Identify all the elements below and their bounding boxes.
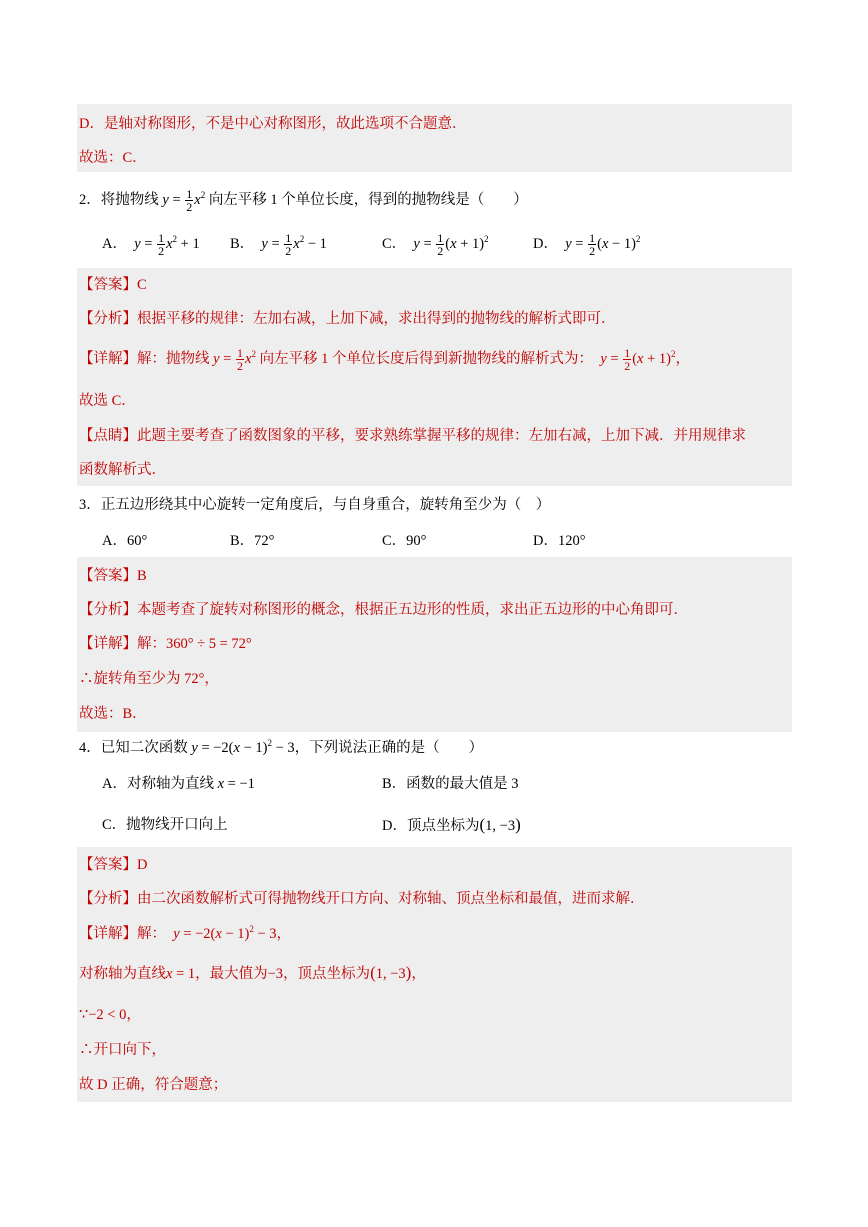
- solution-block-q2: [77, 268, 792, 486]
- q4-answer: 【答案】D: [79, 857, 148, 873]
- q2-choose: 故选 C．: [79, 393, 136, 409]
- q3-option-a[interactable]: A．60°: [102, 533, 148, 549]
- q2-comment-line2: 函数解析式．: [79, 462, 166, 478]
- q3-choose: 故选：B．: [79, 706, 147, 722]
- q4-option-c[interactable]: C．抛物线开口向上: [102, 817, 228, 833]
- q2-option-d[interactable]: D． y = $\frac{1}{2}$ $(x - 1)^2$: [533, 231, 641, 259]
- q2-option-a[interactable]: A． y = $\frac{1}{2}$ $x^2 + 1$: [102, 231, 200, 259]
- q4-option-b[interactable]: B．函数的最大值是 3: [382, 776, 519, 792]
- q3-option-c[interactable]: C．90°: [382, 533, 427, 549]
- q4-detail: 【详解】解： $y = -2(x - 1)^2 - 3$，: [79, 924, 292, 942]
- q2-option-c[interactable]: C． y = $\frac{1}{2}$ $(x + 1)^2$: [382, 231, 489, 259]
- q2-comment-line1: 【点睛】此题主要考查了函数图象的平移，要求熟练掌握平移的规律：左加右减，上加下减．并用规律求: [79, 428, 746, 444]
- q4-detail-line4: ∴开口向下，: [79, 1042, 166, 1058]
- q4-option-a[interactable]: A．对称轴为直线 x = −1: [102, 776, 255, 792]
- q3-analysis: 【分析】本题考查了旋转对称图形的概念，根据正五边形的性质，求出正五边形的中心角即可．: [79, 602, 688, 618]
- q4-detail-line5: 故 D 正确，符合题意；: [79, 1077, 228, 1093]
- q4-detail-line2: 对称轴为直线x = 1，最大值为−3，顶点坐标为(1, −3)，: [79, 963, 426, 982]
- q2-option-b[interactable]: B． y = $\frac{1}{2}$ $x^2 - 1$: [230, 231, 327, 259]
- q1-choose: 故选：C．: [79, 150, 147, 166]
- q1-option-d-note: D．是轴对称图形，不是中心对称图形，故此选项不合题意．: [79, 116, 467, 132]
- q4-option-d[interactable]: D．顶点坐标为(1, −3): [382, 815, 521, 834]
- q2-answer: 【答案】C: [79, 277, 147, 293]
- q3-option-d[interactable]: D．120°: [533, 533, 586, 549]
- q4-detail-line3: ∵−2 < 0，: [79, 1007, 141, 1023]
- q2-analysis: 【分析】根据平移的规律：左加右减，上加下减，求出得到的抛物线的解析式即可．: [79, 311, 616, 327]
- q4-stem: 4．已知二次函数 $y = -2(x - 1)^2 - 3$，下列说法正确的是（ ）: [79, 738, 484, 756]
- q2-stem: 2．将抛物线 y = $\frac{1}{2}$ $x^2$ 向左平移 1 个单位长度，得到的抛物线是（ ）: [79, 187, 528, 215]
- q3-stem: 3．正五边形绕其中心旋转一定角度后，与自身重合，旋转角至少为（ ）: [79, 497, 551, 513]
- q3-detail: 【详解】解：360° ÷ 5 = 72°: [79, 636, 252, 652]
- q3-answer: 【答案】B: [79, 568, 147, 584]
- q3-option-b[interactable]: B．72°: [230, 533, 275, 549]
- q2-detail: 【详解】解：抛物线 y = $\frac{1}{2}$ $x^2$ 向左平移 1 个单位长度后得到新抛物线的解析式为： y = $\frac{1}{2}$ $(x + 1)^2$，: [79, 346, 690, 374]
- q4-analysis: 【分析】由二次函数解析式可得抛物线开口方向、对称轴、顶点坐标和最值，进而求解．: [79, 891, 645, 907]
- q3-therefore: ∴旋转角至少为 72°，: [79, 671, 219, 687]
